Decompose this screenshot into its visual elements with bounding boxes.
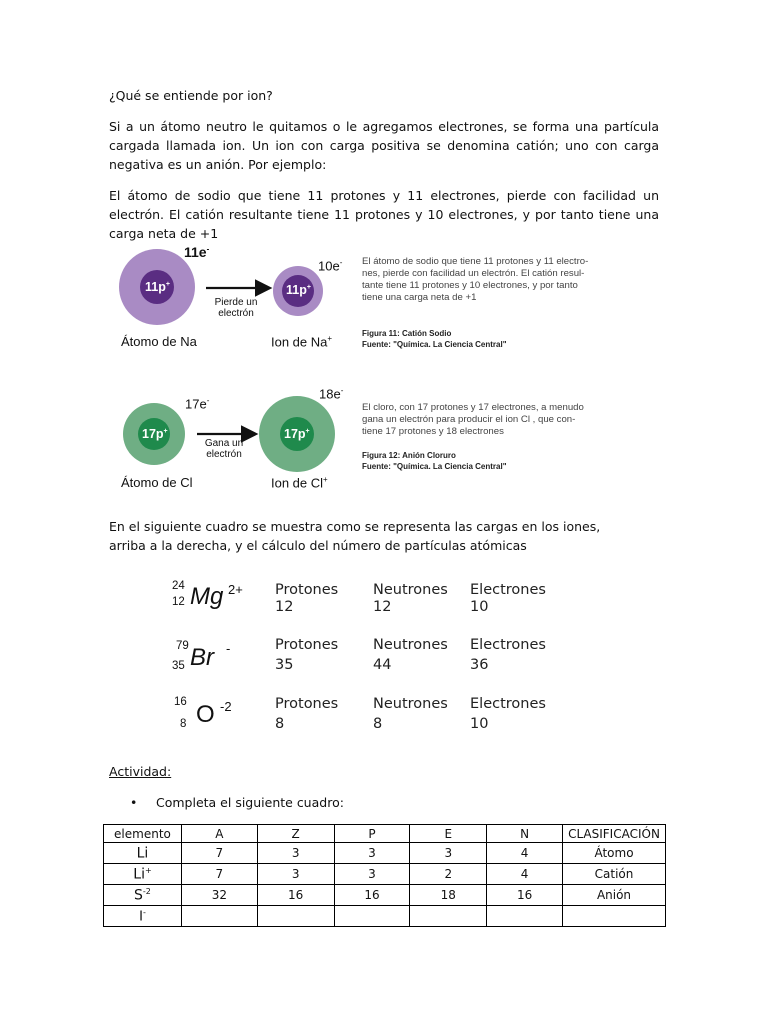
mg-protons-label: Protones <box>275 582 339 598</box>
cell-a: 7 <box>181 843 257 864</box>
br-electrons-value: 36 <box>470 657 489 673</box>
sodium-atom-electrons: 11e- <box>184 244 210 260</box>
br-protons-label: Protones <box>275 637 339 653</box>
figure-chloride-anion <box>118 382 618 502</box>
cell-n: 4 <box>487 864 563 885</box>
cell-element: $S^{-2}$ <box>104 885 182 906</box>
arrow-label-gain: Gana un electrón <box>204 438 244 460</box>
cell-clasificacion: Anión <box>563 885 666 906</box>
sodium-atom-label: Átomo de Na <box>121 334 197 349</box>
paragraph-sodium-example: El átomo de sodio que tiene 11 protones y 11 electrones, pierde con facilidad un electrón. El catión resultante tiene 11 protones y 10 electrones, y por tanto tiene una carga neta de +1 <box>109 188 659 241</box>
cell-p: 3 <box>334 843 410 864</box>
chlorine-caption: Figura 12: Anión Cloruro Fuente: "Química. La Ciencia Central" <box>362 451 507 471</box>
cell-a: 7 <box>181 864 257 885</box>
sodium-caption: Figura 11: Catión Sodio Fuente: "Química. La Ciencia Central" <box>362 329 507 349</box>
table-header-row <box>104 825 666 843</box>
cell-e: 18 <box>410 885 487 906</box>
mg-electrons-value: 10 <box>470 599 489 615</box>
o-protons-value: 8 <box>275 716 285 732</box>
o-neutrons-label: Neutrones <box>373 696 448 712</box>
cell-z[interactable] <box>257 906 334 927</box>
table-row <box>104 864 666 885</box>
sodium-atom-nucleus-label: 11p+ <box>145 280 170 294</box>
arrow-label-lose: Pierde un electrón <box>214 297 258 319</box>
mg-protons-value: 12 <box>275 599 294 615</box>
header-e: E <box>410 825 487 843</box>
cell-n: 16 <box>487 885 563 906</box>
cell-n[interactable] <box>487 906 563 927</box>
table-row <box>104 885 666 906</box>
header-a: A <box>181 825 257 843</box>
cell-a: 32 <box>181 885 257 906</box>
table-row <box>104 843 666 864</box>
mg-electrons-label: Electrones <box>470 582 546 598</box>
sodium-ion-electrons: 10e- <box>318 258 343 274</box>
chlorine-ion-electrons: 18e- <box>319 386 344 402</box>
chlorine-ion-label: Ion de Cl+ <box>271 475 328 491</box>
o-protons-label: Protones <box>275 696 339 712</box>
header-clasificacion: CLASIFICACIÓN <box>563 825 666 843</box>
cell-clasificacion[interactable] <box>563 906 666 927</box>
br-electrons-label: Electrones <box>470 637 546 653</box>
cell-e: 3 <box>410 843 487 864</box>
chlorine-description: El cloro, con 17 protones y 17 electrones, a menudo gana un electrón para producir el ion Cl , que con- tiene 17 protones y 18 electrones <box>362 402 584 437</box>
header-p: P <box>334 825 410 843</box>
cell-p[interactable] <box>334 906 410 927</box>
cell-a[interactable] <box>181 906 257 927</box>
o-electrons-value: 10 <box>470 716 489 732</box>
chlorine-atom-nucleus-label: 17p+ <box>142 427 168 441</box>
question-heading: ¿Qué se entiende por ion? <box>109 88 273 103</box>
cell-element: I- <box>104 906 182 927</box>
chlorine-atom-electrons: 17e- <box>185 396 210 412</box>
bullet-dot: • <box>130 795 138 810</box>
header-z: Z <box>257 825 334 843</box>
activity-table <box>103 824 666 927</box>
header-elemento: elemento <box>104 825 182 843</box>
o-electrons-label: Electrones <box>470 696 546 712</box>
sodium-description: El átomo de sodio que tiene 11 protones y 11 electro- nes, pierde con facilidad un electrón. El catión resul- tante tiene 11 protones y 10 electrones, y por tanto tiene una carga neta de +1 <box>362 256 589 303</box>
activity-heading: Actividad: <box>109 764 172 779</box>
table-row <box>104 906 666 927</box>
cell-e: 2 <box>410 864 487 885</box>
activity-instruction: Completa el siguiente cuadro: <box>156 795 344 810</box>
figure-sodium-cation <box>118 240 618 360</box>
cell-n: 4 <box>487 843 563 864</box>
sodium-ion-label: Ion de Na+ <box>271 334 333 350</box>
cell-z: 3 <box>257 843 334 864</box>
mg-neutrons-value: 12 <box>373 599 392 615</box>
br-neutrons-value: 44 <box>373 657 392 673</box>
chlorine-atom-label: Átomo de Cl <box>121 475 193 490</box>
cell-element: Li+ <box>104 864 182 885</box>
cell-p: 16 <box>334 885 410 906</box>
cell-clasificacion: Átomo <box>563 843 666 864</box>
br-protons-value: 35 <box>275 657 294 673</box>
paragraph-ion-definition: Si a un átomo neutro le quitamos o le agregamos electrones, se forma una partícula cargada llamada ion. Un ion con carga positiva se denomina catión; uno con carga negativa es un anión. Por ejemplo: <box>109 119 659 172</box>
ion-notation-table: 24 12 Mg 2+ Protones 12 Neutrones 12 Electrones 10 79 35 Br - Protones 35 Neutrones 44 Electrones 36 16 8 O -2 Protones 8 Neutrones 8 Electrones 10 <box>172 580 546 732</box>
cell-clasificacion: Catión <box>563 864 666 885</box>
cell-z: 16 <box>257 885 334 906</box>
header-n: N <box>487 825 563 843</box>
o-neutrons-value: 8 <box>373 716 383 732</box>
paragraph-representation: En el siguiente cuadro se muestra como se representa las cargas en los iones, arriba a la derecha, y el cálculo del número de partículas atómicas <box>109 519 601 553</box>
chlorine-ion-nucleus-label: 17p+ <box>284 427 310 441</box>
br-neutrons-label: Neutrones <box>373 637 448 653</box>
cell-p: 3 <box>334 864 410 885</box>
cell-element: Li <box>104 843 182 864</box>
sodium-ion-nucleus-label: 11p+ <box>286 283 311 297</box>
cell-z: 3 <box>257 864 334 885</box>
cell-e[interactable] <box>410 906 487 927</box>
mg-neutrons-label: Neutrones <box>373 582 448 598</box>
